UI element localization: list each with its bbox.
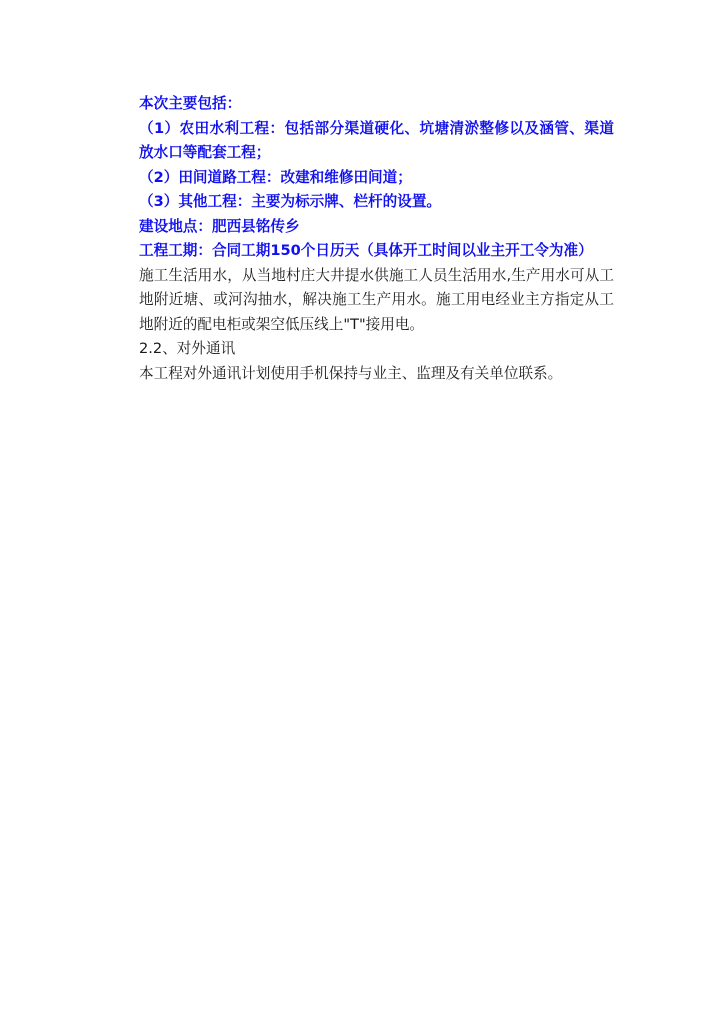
construction-period: 工程工期：合同工期150个日历天（具体开工时间以业主开工令为准） — [139, 242, 593, 259]
communication-paragraph: 本工程对外通讯计划使用手机保持与业主、监理及有关单位联系。 — [139, 364, 563, 382]
scope-item-irrigation: （1）农田水利工程：包括部分渠道硬化、坑塘清淤整修以及涵管、渠道放水口等配套工程； — [139, 119, 614, 161]
scope-intro: 本次主要包括： — [139, 95, 242, 112]
scope-item-other: （3）其他工程：主要为标示牌、栏杆的设置。 — [139, 193, 442, 210]
document-body — [110, 92, 614, 386]
water-power-paragraph: 施工生活用水，从当地村庄大井提水供施工人员生活用水,生产用水可从工地附近塘、或河沟抽水，解决施工生产用水。施工用电经业主方指定从工地附近的配电柜或架空低压线上"T"接用电。 — [139, 266, 614, 333]
construction-location: 建设地点：肥西县铭传乡 — [139, 217, 300, 235]
section-heading-communication: 2.2、对外通讯 — [139, 340, 236, 357]
scope-item-roads: （2）田间道路工程：改建和维修田间道； — [139, 168, 412, 186]
